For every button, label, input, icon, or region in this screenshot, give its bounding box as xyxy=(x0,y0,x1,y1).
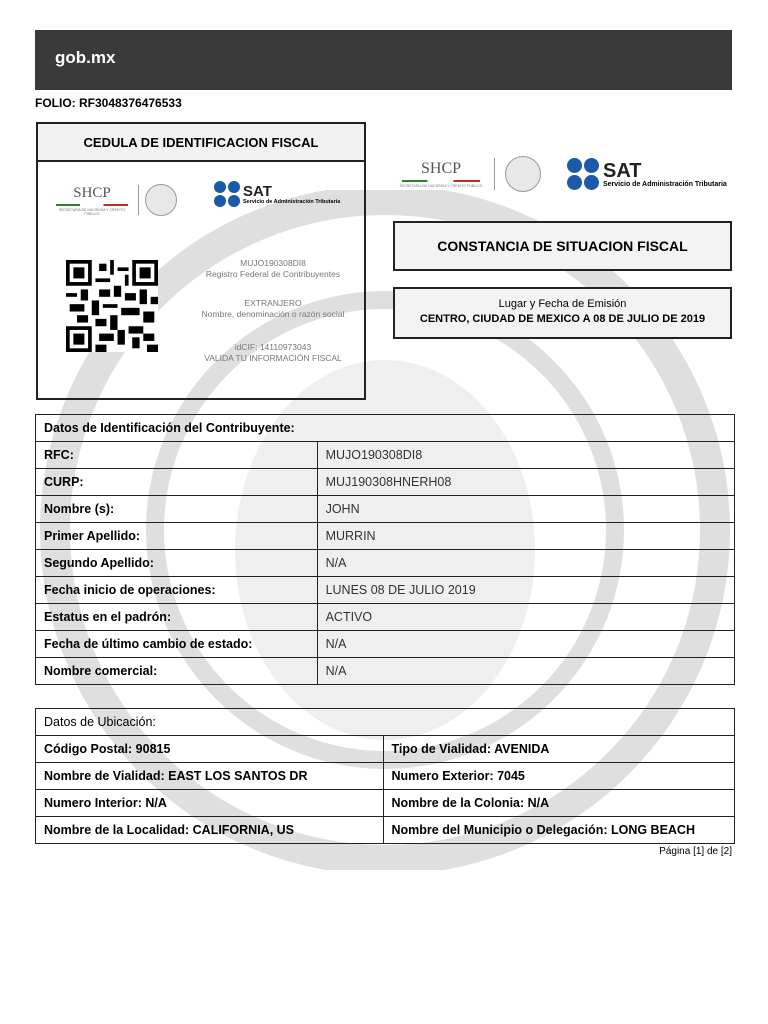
row-value: MURRIN xyxy=(317,523,734,550)
ubicacion-table xyxy=(35,708,735,844)
cedula-title: CEDULA DE IDENTIFICACION FISCAL xyxy=(38,124,364,162)
ubicacion-cell: Nombre del Municipio o Delegación: LONG BEACH xyxy=(383,817,735,844)
row-label: RFC: xyxy=(36,442,318,469)
shcp-logo-large xyxy=(398,156,541,192)
shcp-logo xyxy=(52,184,177,216)
table-row xyxy=(36,736,735,763)
sat-logo-large-subtitle: Servicio de Administración Tributaria xyxy=(603,180,727,188)
table-row xyxy=(36,763,735,790)
cedula-rfc: MUJO190308DI8 xyxy=(240,258,306,268)
shcp-logo-text: SHCP xyxy=(73,184,111,201)
row-label: Fecha de último cambio de estado: xyxy=(36,631,318,658)
page-number: Página [1] de [2] xyxy=(659,846,732,857)
table-row xyxy=(36,496,735,523)
cedula-nombre: EXTRANJERO xyxy=(244,298,302,308)
table-row xyxy=(36,604,735,631)
row-value: N/A xyxy=(317,631,734,658)
sat-logo-subtitle: Servicio de Administración Tributaria xyxy=(243,198,341,205)
row-label: Nombre (s): xyxy=(36,496,318,523)
row-value: LUNES 08 DE JULIO 2019 xyxy=(317,577,734,604)
eagle-emblem-icon xyxy=(145,184,177,216)
shcp-logo-large-subtitle: SECRETARÍA DE HACIENDA Y CRÉDITO PÚBLICO xyxy=(399,184,483,188)
constancia-title: CONSTANCIA DE SITUACION FISCAL xyxy=(393,221,732,271)
row-label: Primer Apellido: xyxy=(36,523,318,550)
gob-mx-logo[interactable]: gob.mx xyxy=(55,48,116,67)
folio-number: FOLIO: RF3048376476533 xyxy=(35,96,182,110)
shcp-logo-subtitle: SECRETARÍA DE HACIENDA Y CRÉDITO PÚBLICO xyxy=(58,207,126,216)
sat-dots-large-icon xyxy=(567,158,599,190)
ubicacion-cell: Nombre de la Colonia: N/A xyxy=(383,790,735,817)
table-row xyxy=(36,415,735,442)
identificacion-table xyxy=(35,414,735,685)
table-row xyxy=(36,709,735,736)
row-label: Fecha inicio de operaciones: xyxy=(36,577,318,604)
table-row xyxy=(36,658,735,685)
row-value: N/A xyxy=(317,658,734,685)
row-label: Estatus en el padrón: xyxy=(36,604,318,631)
table-row xyxy=(36,523,735,550)
cedula-card xyxy=(36,122,366,400)
cedula-nombre-label: Nombre, denominación o razón social xyxy=(201,309,345,319)
ubicacion-cell: Nombre de la Localidad: CALIFORNIA, US xyxy=(36,817,384,844)
cedula-valida: VALIDA TU INFORMACIÓN FISCAL xyxy=(204,353,342,363)
emision-box xyxy=(393,287,732,339)
sat-logo xyxy=(214,181,340,207)
table-row xyxy=(36,442,735,469)
ubicacion-cell: Código Postal: 90815 xyxy=(36,736,384,763)
row-value: JOHN xyxy=(317,496,734,523)
row-label: Segundo Apellido: xyxy=(36,550,318,577)
emision-value: CENTRO, CIUDAD DE MEXICO A 08 DE JULIO DE 2019 xyxy=(419,313,706,325)
table-row xyxy=(36,469,735,496)
row-value: ACTIVO xyxy=(317,604,734,631)
identificacion-header: Datos de Identificación del Contribuyente: xyxy=(36,415,735,442)
table-row xyxy=(36,790,735,817)
top-header-bar xyxy=(35,30,732,90)
table-row xyxy=(36,577,735,604)
row-value: N/A xyxy=(317,550,734,577)
eagle-emblem-large-icon xyxy=(505,156,541,192)
qr-code-icon xyxy=(66,260,158,352)
ubicacion-cell: Numero Exterior: 7045 xyxy=(383,763,735,790)
row-label: Nombre comercial: xyxy=(36,658,318,685)
sat-logo-large-text: SAT xyxy=(603,159,642,182)
ubicacion-cell: Nombre de Vialidad: EAST LOS SANTOS DR xyxy=(36,763,384,790)
emision-label: Lugar y Fecha de Emisión xyxy=(498,298,627,310)
ubicacion-header: Datos de Ubicación: xyxy=(36,709,735,736)
row-value: MUJO190308DI8 xyxy=(317,442,734,469)
ubicacion-cell: Tipo de Vialidad: AVENIDA xyxy=(383,736,735,763)
sat-logo-text: SAT xyxy=(243,182,272,200)
table-row xyxy=(36,550,735,577)
shcp-logo-large-text: SHCP xyxy=(420,160,462,177)
table-row xyxy=(36,631,735,658)
row-label: CURP: xyxy=(36,469,318,496)
row-value: MUJ190308HNERH08 xyxy=(317,469,734,496)
cedula-rfc-label: Registro Federal de Contribuyentes xyxy=(205,269,341,279)
cedula-idcif: idCIF: 14110973043 xyxy=(234,342,312,352)
sat-dots-icon xyxy=(214,181,240,207)
ubicacion-cell: Numero Interior: N/A xyxy=(36,790,384,817)
table-row xyxy=(36,817,735,844)
sat-logo-large xyxy=(567,158,727,190)
